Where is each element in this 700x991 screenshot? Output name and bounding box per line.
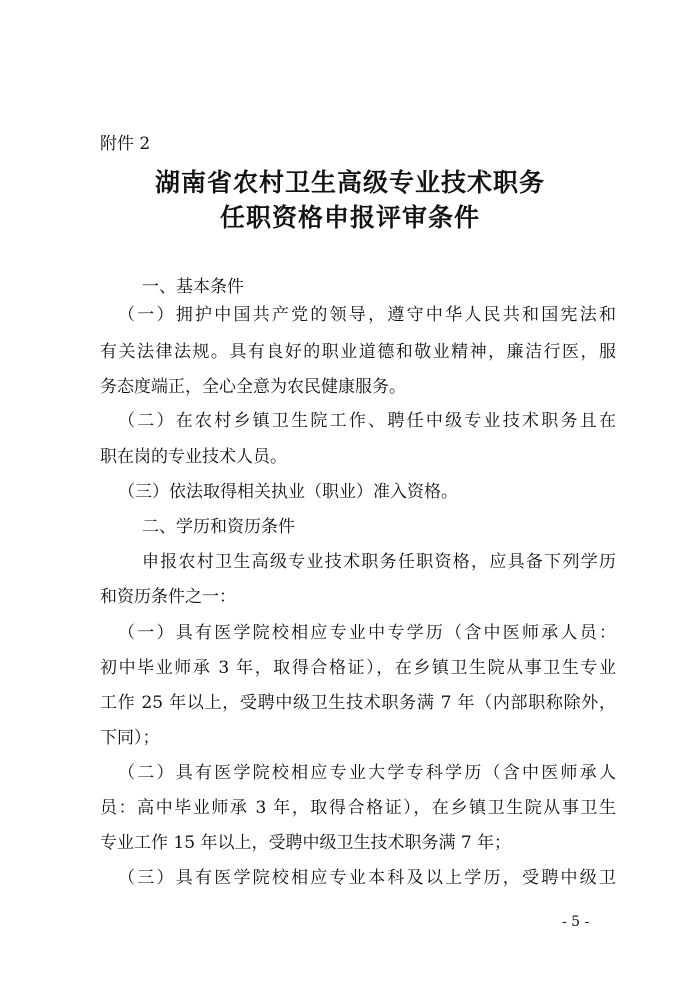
paragraph-line: 初中毕业师承 3 年，取得合格证），在乡镇卫生院从事卫生专业 (100, 658, 616, 678)
attachment-label: 附件 2 (100, 134, 151, 154)
paragraph-line: 工作 25 年以上，受聘中级卫生技术职务满 7 年（内部职称除外， (100, 693, 616, 713)
paragraph-line: （三）具有医学院校相应专业本科及以上学历，受聘中级卫 (118, 868, 616, 888)
paragraph-line: 和资历条件之一： (100, 587, 236, 607)
document-title-line-2: 任职资格申报评审条件 (219, 203, 480, 232)
document-title-line-1: 湖南省农村卫生高级专业技术职务 (154, 168, 545, 197)
paragraph-line: （二）具有医学院校相应专业大学专科学历（含中医师承人 (118, 763, 616, 783)
paragraph-line: 专业工作 15 年以上，受聘中级卫生技术职务满 7 年； (100, 833, 512, 853)
paragraph-line: 申报农村卫生高级专业技术职务任职资格，应具备下列学历 (142, 552, 616, 572)
paragraph-line: 有关法律法规。具有良好的职业道德和敬业精神，廉洁行医，服 (100, 342, 616, 362)
paragraph-line: 员：高中毕业师承 3 年，取得合格证），在乡镇卫生院从事卫生 (100, 798, 616, 818)
paragraph-line: （三）依法取得相关执业（职业）准入资格。 (118, 482, 458, 502)
paragraph-line: （一）具有医学院校相应专业中专学历（含中医师承人员： (118, 623, 616, 643)
paragraph-line: （一）拥护中国共产党的领导，遵守中华人民共和国宪法和 (118, 305, 616, 325)
paragraph-line: 职在岗的专业技术人员。 (100, 447, 287, 467)
section-heading-education: 二、学历和资历条件 (142, 517, 295, 537)
paragraph-line: （二）在农村乡镇卫生院工作、聘任中级专业技术职务且在 (118, 411, 616, 431)
paragraph-line: 务态度端正，全心全意为农民健康服务。 (100, 377, 406, 397)
page-number: - 5 - (562, 914, 590, 930)
paragraph-line: 下同）； (100, 728, 160, 748)
section-heading-basic: 一、基本条件 (142, 277, 244, 297)
